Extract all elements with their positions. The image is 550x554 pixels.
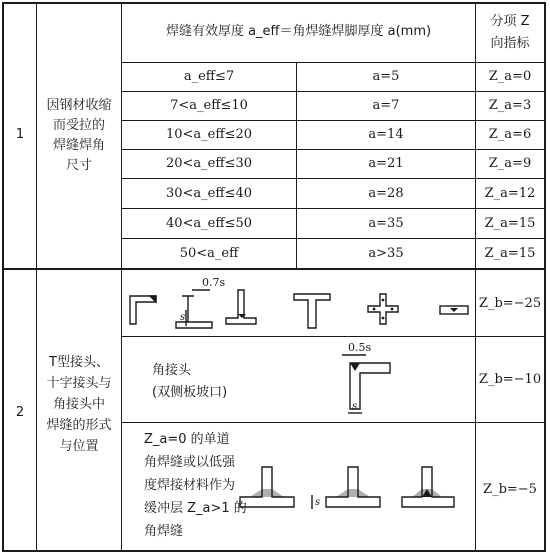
a-value: a=14 — [368, 127, 404, 142]
row-divider — [122, 178, 546, 179]
z-value: Z_a=6 — [488, 127, 532, 142]
dim-label-07s: 0.7s — [202, 276, 226, 289]
t-joint-top-icon — [294, 294, 330, 328]
table-border-bottom — [2, 550, 546, 552]
category-line: 而受拉的 — [52, 118, 105, 133]
a-value: a=21 — [368, 156, 404, 171]
a-value: a=5 — [372, 69, 400, 84]
text-line: 角焊缝或以低强 — [144, 455, 236, 470]
buffer-layer-diagram — [122, 423, 475, 550]
category-line: 十字接头与 — [46, 376, 112, 391]
aeff-range: 40<a_eff≤50 — [165, 216, 253, 231]
row-divider — [122, 120, 546, 121]
aeff-range: 30<a_eff≤40 — [165, 186, 253, 201]
text-line: 度焊接材料作为 — [144, 478, 236, 493]
row-divider — [122, 91, 546, 92]
t-weld-buffer-icon-1 — [240, 467, 294, 507]
t-weld-buffer-icon-3 — [402, 467, 454, 507]
a-value: a=7 — [372, 98, 400, 113]
weld-table — [2, 2, 546, 552]
a-value: a=28 — [368, 186, 404, 201]
section1-category — [37, 96, 121, 176]
z-value: Z_a=12 — [484, 186, 536, 201]
z-value: Z_b=−25 — [478, 296, 542, 311]
corner-joint-diagram — [122, 337, 475, 422]
text-line: 角焊缝 — [144, 524, 184, 539]
t-joint-icon — [226, 290, 256, 324]
t-weld-buffer-icon-2 — [326, 467, 380, 507]
category-line: 焊缝焊角 — [52, 138, 105, 153]
corner-joint-icon — [130, 296, 156, 324]
aeff-range: 10<a_eff≤20 — [165, 127, 253, 142]
dim-label-s: s — [315, 497, 321, 508]
text-line: 角接头 — [152, 363, 192, 378]
text-line: Z_a=0 的单道 — [144, 432, 230, 447]
a-value: a>35 — [368, 246, 404, 261]
dim-label-s: s — [180, 312, 186, 323]
table-border-right — [544, 2, 546, 552]
category-line: T型接头、 — [49, 355, 109, 370]
joint-types-diagram — [122, 270, 475, 336]
z-value: Z_b=−5 — [483, 482, 537, 497]
cruciform-joint-icon — [368, 294, 398, 324]
z-value: Z_a=0 — [488, 69, 532, 84]
header-index-line1: 分项 Z — [490, 14, 530, 29]
category-line: 焊缝的形式 — [46, 418, 112, 433]
section-number: 1 — [15, 127, 25, 142]
a-value: a=35 — [368, 216, 404, 231]
row-divider — [122, 208, 546, 209]
aeff-range: 50<a_eff — [179, 246, 239, 261]
col-divider-1 — [36, 2, 37, 552]
z-value: Z_a=3 — [488, 98, 532, 113]
section2-category — [37, 352, 121, 457]
category-line: 角接头中 — [52, 397, 105, 412]
category-line: 尺寸 — [65, 158, 92, 173]
aeff-range: 20<a_eff≤30 — [165, 156, 253, 171]
dim-label-s: s — [352, 401, 358, 412]
category-line: 与位置 — [59, 439, 99, 454]
aeff-range: a_eff≤7 — [183, 69, 235, 84]
category-line: 因钢材收缩 — [46, 98, 112, 113]
text-line: (双侧板坡口) — [152, 385, 228, 400]
dim-label-05s: 0.5s — [348, 341, 372, 354]
table-border-left — [2, 2, 4, 552]
table-border-top — [2, 2, 546, 4]
header-weld-thickness: 焊缝有效厚度 a_eff＝角焊缝焊脚厚度 a(mm) — [165, 24, 432, 39]
z-value: Z_a=15 — [484, 246, 536, 261]
row-divider — [122, 149, 546, 150]
aeff-range: 7<a_eff≤10 — [170, 98, 248, 113]
section-number: 2 — [15, 405, 25, 420]
header-divider — [122, 62, 546, 63]
text-line: 缓冲层 Z_a>1 的 — [144, 501, 247, 516]
z-value: Z_a=9 — [488, 156, 532, 171]
z-value: Z_a=15 — [484, 216, 536, 231]
header-index-line2: 向指标 — [490, 36, 530, 51]
row-divider — [122, 238, 546, 239]
z-value: Z_b=−10 — [478, 372, 542, 387]
